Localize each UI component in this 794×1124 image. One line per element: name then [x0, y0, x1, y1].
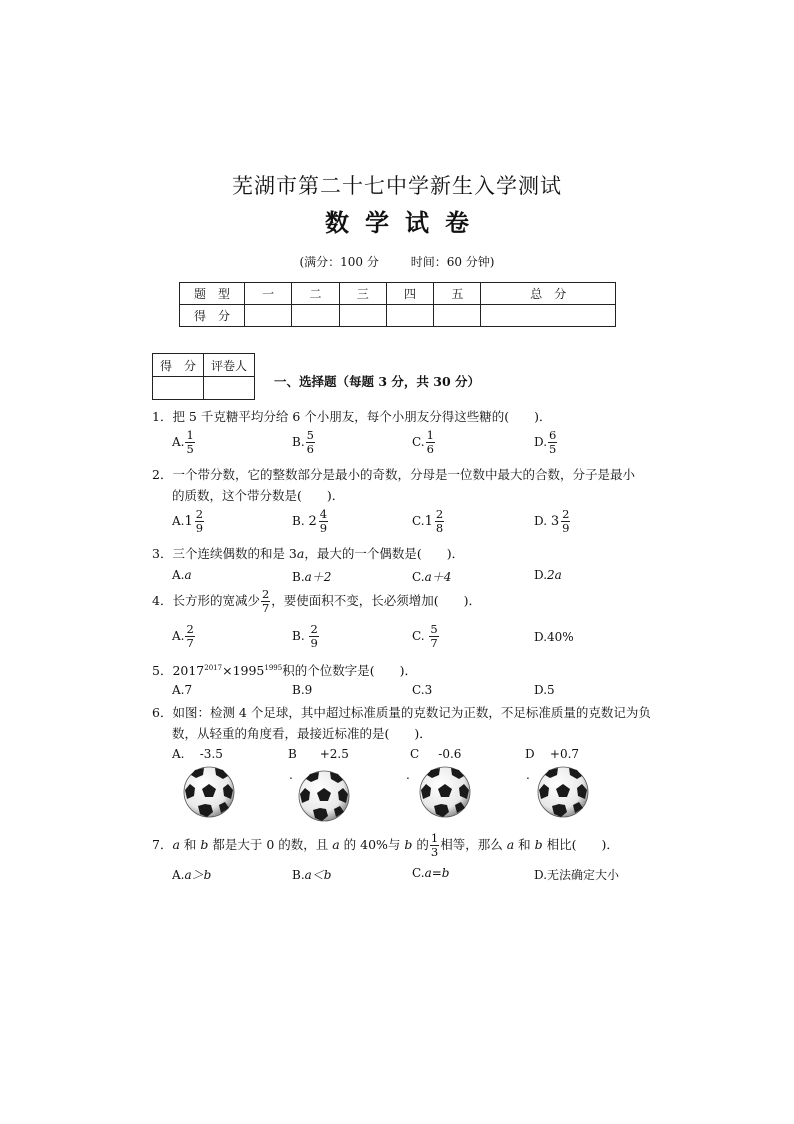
score-header-cell: 总 分 — [481, 283, 616, 305]
fraction: $\frac{2}{9}$ — [310, 622, 318, 650]
score-header-cell: 一 — [245, 283, 292, 305]
fraction: $\frac{5}{6}$ — [306, 428, 314, 456]
q3-option-c[interactable]: C.a＋4 — [412, 570, 452, 584]
q3-option-b[interactable]: B.a＋2 — [292, 570, 332, 584]
grader-score-cell[interactable] — [153, 377, 204, 400]
score-table-header-row — [180, 283, 616, 305]
q3-option-d[interactable]: D.2a — [534, 568, 562, 582]
q4-option-a[interactable]: A. $\frac{2}{7}$ — [172, 622, 194, 650]
q5-option-d[interactable]: D.5 — [534, 683, 555, 697]
q4-option-d[interactable]: D.40% — [534, 630, 574, 644]
q2-option-d[interactable]: D. 3 $\frac{2}{9}$ — [534, 507, 570, 535]
score-header-cell: 二 — [292, 283, 339, 305]
score-input-cell[interactable] — [245, 305, 292, 327]
school-title: 芜湖市第二十七中学新生入学测试 — [232, 174, 562, 198]
question-7: 7．a 和 b 都是大于 0 的数，且 a 的 40%与 b 的 $\frac{1}{3}$ 相等，那么 a 和 b 相比( )． — [152, 831, 619, 859]
soccer-ball-icon[interactable] — [537, 766, 589, 818]
q7-option-c[interactable]: C.a=b — [412, 866, 450, 880]
fraction: $\frac{4}{9}$ — [319, 507, 328, 535]
exam-info — [0, 253, 794, 270]
q7-option-b[interactable]: B.a＜b — [292, 868, 332, 882]
question-2-line1: 2．一个带分数，它的整数部分是最小的奇数，分母是一位数中最大的合数，分子是最小 — [152, 467, 635, 482]
score-input-cell[interactable] — [339, 305, 386, 327]
q1-option-c[interactable]: C. $\frac{1}{6}$ — [412, 428, 434, 456]
section-heading: 一、选择题（每题 3 分，共 30 分） — [274, 374, 481, 389]
q5-option-c[interactable]: C.3 — [412, 683, 433, 697]
q5-option-b[interactable]: B.9 — [292, 683, 313, 697]
fraction: $\frac{1}{3}$ — [430, 831, 439, 859]
question-3: 3．三个连续偶数的和是 3a，最大的一个偶数是( )． — [152, 546, 465, 561]
dot-mark: . — [406, 768, 410, 782]
question-4: 4．长方形的宽减少 $\frac{2}{7}$ ，要使面积不变，长必须增加( )． — [152, 587, 482, 615]
score-row-label: 得 分 — [180, 305, 245, 327]
subject-title: 数学试卷 — [325, 208, 485, 237]
grader-table — [152, 353, 255, 400]
fraction: $\frac{2}{7}$ — [186, 622, 194, 650]
soccer-ball-icon[interactable] — [419, 766, 471, 818]
fraction: $\frac{2}{9}$ — [195, 507, 204, 535]
q3-option-a[interactable]: A.a — [172, 568, 192, 582]
q2-option-b[interactable]: B. 2 $\frac{4}{9}$ — [292, 507, 328, 535]
q1-option-d[interactable]: D. $\frac{6}{5}$ — [534, 428, 557, 456]
dot-mark: . — [289, 768, 293, 782]
question-6-line1: 6．如图：检测 4 个足球，其中超过标准质量的克数记为正数，不足标准质量的克数记为负 — [152, 705, 651, 720]
q7-option-d[interactable]: D.无法确定大小 — [534, 868, 620, 882]
score-input-cell[interactable] — [481, 305, 616, 327]
soccer-ball-icon[interactable] — [298, 770, 350, 822]
q4-option-c[interactable]: C. $\frac{5}{7}$ — [412, 622, 438, 650]
q5-option-a[interactable]: A.7 — [172, 683, 193, 697]
score-input-cell[interactable] — [434, 305, 481, 327]
fraction: $\frac{2}{7}$ — [261, 587, 270, 615]
grader-name-cell[interactable] — [204, 377, 255, 400]
question-1: 1．把 5 千克糖平均分给 6 个小朋友，每个小朋友分得这些糖的( )． — [152, 409, 552, 424]
q7-option-a[interactable]: A.a＞b — [172, 868, 212, 882]
score-header-cell: 题 型 — [180, 283, 245, 305]
fraction: $\frac{1}{6}$ — [426, 428, 434, 456]
q6-label-b[interactable]: B +2.5 — [288, 747, 349, 761]
q2-option-a[interactable]: A. 1 $\frac{2}{9}$ — [172, 507, 204, 535]
question-6-line2: 数，从轻重的角度看，最接近标准的是( )． — [172, 726, 432, 741]
score-input-cell[interactable] — [292, 305, 339, 327]
full-score: (满分：100 分 — [299, 255, 379, 269]
fraction: $\frac{1}{5}$ — [186, 428, 194, 456]
score-header-cell: 四 — [386, 283, 433, 305]
score-header-cell: 三 — [339, 283, 386, 305]
score-table — [179, 282, 616, 327]
dot-mark: . — [526, 768, 530, 782]
q2-option-c[interactable]: C. 1 $\frac{2}{8}$ — [412, 507, 444, 535]
grader-name-label: 评卷人 — [204, 354, 255, 377]
q1-option-a[interactable]: A. $\frac{1}{5}$ — [172, 428, 194, 456]
score-input-cell[interactable] — [386, 305, 433, 327]
grader-score-label: 得 分 — [153, 354, 204, 377]
score-header-cell: 五 — [434, 283, 481, 305]
fraction: $\frac{2}{9}$ — [562, 507, 570, 535]
q4-option-b[interactable]: B. $\frac{2}{9}$ — [292, 622, 318, 650]
fraction: $\frac{6}{5}$ — [549, 428, 557, 456]
q1-option-b[interactable]: B. $\frac{5}{6}$ — [292, 428, 314, 456]
exam-time: 时间：60 分钟) — [410, 255, 495, 269]
fraction: $\frac{2}{8}$ — [435, 507, 444, 535]
q6-label-d[interactable]: D +0.7 — [525, 747, 580, 761]
score-table-score-row — [180, 305, 616, 327]
question-5: 5．$2017^{2017}\times 1995^{1995}$积的个位数字是( )． — [152, 663, 417, 679]
q6-label-c[interactable]: C -0.6 — [410, 747, 462, 761]
soccer-ball-icon[interactable] — [183, 766, 235, 818]
q6-label-a[interactable]: A. -3.5 — [172, 747, 223, 761]
fraction: $\frac{5}{7}$ — [430, 622, 438, 650]
question-2-line2: 的质数，这个带分数是( )． — [172, 488, 345, 503]
